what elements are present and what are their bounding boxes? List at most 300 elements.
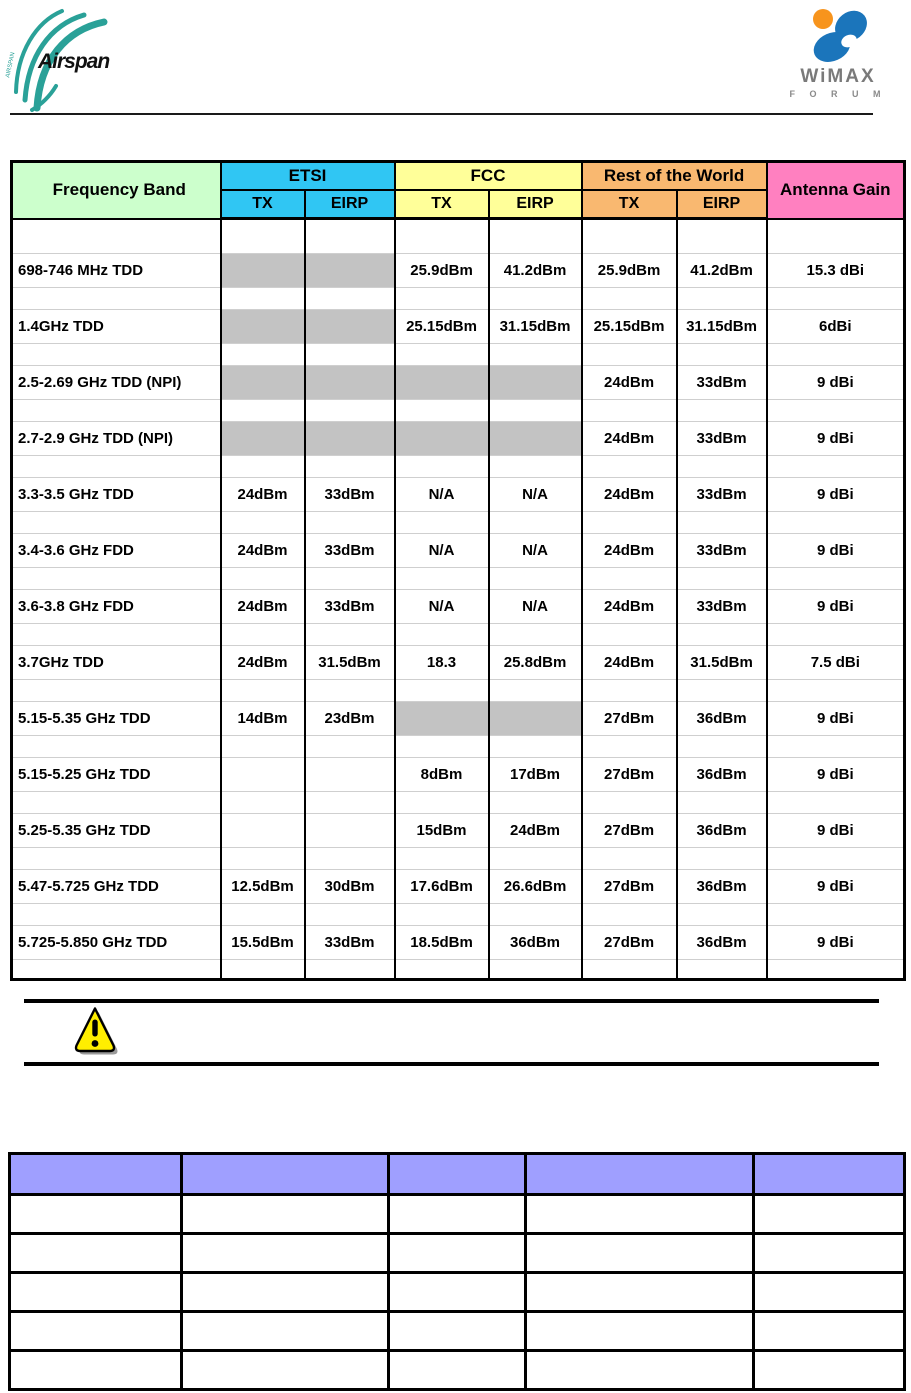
bottom-table-cell: [10, 1273, 182, 1312]
bottom-table-cell: [389, 1234, 526, 1273]
bottom-table-cell: [389, 1351, 526, 1390]
spacer-row: [12, 904, 905, 926]
header-divider: [10, 113, 873, 115]
antenna-gain-cell: 9 dBi: [767, 590, 905, 624]
power-value-cell: 41.2dBm: [677, 254, 767, 288]
spacer-cell: [305, 792, 395, 814]
bottom-table-cell: [10, 1234, 182, 1273]
spacer-cell: [489, 736, 582, 758]
power-value-cell: 27dBm: [582, 814, 677, 848]
bottom-table-cell: [182, 1234, 389, 1273]
bottom-table-cell: [754, 1351, 905, 1390]
not-applicable-gray-cell: [489, 422, 582, 456]
spacer-cell: [677, 512, 767, 534]
bottom-table-cell: [526, 1273, 754, 1312]
not-applicable-gray-cell: [305, 310, 395, 344]
power-value-cell: 27dBm: [582, 926, 677, 960]
spacer-cell: [489, 512, 582, 534]
power-value-cell: N/A: [395, 590, 489, 624]
band-name-cell: 5.15-5.35 GHz TDD: [12, 702, 221, 736]
spacer-cell: [489, 624, 582, 646]
spacer-cell: [305, 904, 395, 926]
spacer-cell: [582, 680, 677, 702]
power-value-cell: 24dBm: [582, 422, 677, 456]
spacer-cell: [582, 568, 677, 590]
airspan-logo-text: Airspan: [38, 50, 110, 73]
power-value-cell: 36dBm: [677, 926, 767, 960]
spacer-cell: [582, 344, 677, 366]
spacer-cell: [677, 848, 767, 870]
spacer-cell: [12, 624, 221, 646]
power-value-cell: 27dBm: [582, 758, 677, 792]
spacer-cell: [582, 219, 677, 254]
power-value-cell: 33dBm: [677, 422, 767, 456]
svg-text:AIRSPAN: AIRSPAN: [5, 51, 17, 79]
band-row: [12, 254, 905, 288]
antenna-gain-cell: 9 dBi: [767, 478, 905, 512]
fcc-tx-header: TX: [395, 190, 489, 219]
antenna-gain-cell: 15.3 dBi: [767, 254, 905, 288]
band-name-cell: 1.4GHz TDD: [12, 310, 221, 344]
not-applicable-gray-cell: [489, 366, 582, 400]
power-value-cell: 41.2dBm: [489, 254, 582, 288]
power-value-cell: 24dBm: [221, 590, 305, 624]
antenna-gain-header: Antenna Gain: [767, 162, 905, 219]
band-name-cell: 3.7GHz TDD: [12, 646, 221, 680]
bottom-table-cell: [526, 1312, 754, 1351]
wimax-logo-text: WiMAX: [800, 66, 876, 87]
row-eirp-header: EIRP: [677, 190, 767, 219]
spacer-cell: [767, 456, 905, 478]
power-value-cell: 33dBm: [305, 478, 395, 512]
spacer-cell: [12, 288, 221, 310]
spacer-row: [12, 568, 905, 590]
spacer-cell: [489, 219, 582, 254]
spacer-cell: [395, 960, 489, 980]
power-value-cell: 15.5dBm: [221, 926, 305, 960]
spacer-cell: [677, 456, 767, 478]
bottom-table-cell: [754, 1234, 905, 1273]
spacer-cell: [305, 456, 395, 478]
spacer-cell: [221, 960, 305, 980]
antenna-gain-cell: 9 dBi: [767, 926, 905, 960]
spacer-cell: [221, 680, 305, 702]
warning-triangle-icon: [72, 1004, 120, 1058]
spacer-cell: [677, 624, 767, 646]
bottom-table-cell: [389, 1273, 526, 1312]
bottom-table-cell: [526, 1351, 754, 1390]
spacer-cell: [395, 848, 489, 870]
spacer-row: [12, 400, 905, 422]
antenna-gain-cell: 9 dBi: [767, 422, 905, 456]
spacer-cell: [677, 960, 767, 980]
wimax-forum-text: F O R U M: [789, 89, 887, 99]
bottom-header-cell: [10, 1154, 182, 1195]
power-value-cell: 17dBm: [489, 758, 582, 792]
spacer-cell: [677, 400, 767, 422]
spacer-cell: [12, 219, 221, 254]
power-value-cell: 36dBm: [677, 814, 767, 848]
bottom-header-cell: [754, 1154, 905, 1195]
power-value-cell: N/A: [489, 478, 582, 512]
band-row: [12, 646, 905, 680]
spacer-cell: [677, 344, 767, 366]
spacer-cell: [221, 904, 305, 926]
power-value-cell: 33dBm: [305, 590, 395, 624]
spacer-cell: [767, 344, 905, 366]
spacer-cell: [12, 960, 221, 980]
bottom-table-cell: [389, 1312, 526, 1351]
spacer-row: [12, 624, 905, 646]
spacer-cell: [395, 400, 489, 422]
spacer-cell: [677, 568, 767, 590]
spacer-cell: [12, 904, 221, 926]
power-value-cell: 25.9dBm: [395, 254, 489, 288]
spacer-cell: [305, 288, 395, 310]
rest-of-world-group-header: Rest of the World: [582, 162, 767, 191]
spacer-row: [12, 848, 905, 870]
power-value-cell: [221, 814, 305, 848]
spacer-row: [12, 219, 905, 254]
spacer-cell: [489, 904, 582, 926]
spacer-cell: [582, 848, 677, 870]
bottom-header-cell: [526, 1154, 754, 1195]
spacer-cell: [12, 848, 221, 870]
spacer-cell: [395, 904, 489, 926]
spacer-cell: [677, 680, 767, 702]
power-value-cell: 27dBm: [582, 870, 677, 904]
bottom-table-cell: [10, 1351, 182, 1390]
antenna-gain-cell: 9 dBi: [767, 814, 905, 848]
spacer-cell: [221, 568, 305, 590]
band-name-cell: 3.4-3.6 GHz FDD: [12, 534, 221, 568]
power-value-cell: 24dBm: [221, 646, 305, 680]
bottom-table-row: [10, 1234, 905, 1273]
power-value-cell: 33dBm: [677, 590, 767, 624]
spacer-cell: [221, 736, 305, 758]
power-value-cell: 18.5dBm: [395, 926, 489, 960]
spacer-cell: [489, 960, 582, 980]
spacer-row: [12, 960, 905, 980]
bottom-table-row: [10, 1351, 905, 1390]
power-value-cell: 26.6dBm: [489, 870, 582, 904]
spacer-cell: [489, 680, 582, 702]
antenna-gain-cell: 9 dBi: [767, 870, 905, 904]
power-value-cell: N/A: [395, 534, 489, 568]
spacer-row: [12, 680, 905, 702]
band-name-cell: 698-746 MHz TDD: [12, 254, 221, 288]
spacer-cell: [767, 219, 905, 254]
spacer-cell: [677, 219, 767, 254]
spacer-cell: [767, 680, 905, 702]
spacer-cell: [395, 568, 489, 590]
power-value-cell: 31.5dBm: [305, 646, 395, 680]
spacer-cell: [305, 344, 395, 366]
spacer-cell: [582, 960, 677, 980]
spacer-row: [12, 792, 905, 814]
spacer-cell: [305, 848, 395, 870]
spacer-cell: [767, 904, 905, 926]
spacer-cell: [767, 736, 905, 758]
spacer-cell: [12, 568, 221, 590]
power-value-cell: 24dBm: [221, 478, 305, 512]
not-applicable-gray-cell: [305, 254, 395, 288]
bottom-table-row: [10, 1273, 905, 1312]
bottom-table-cell: [389, 1195, 526, 1234]
antenna-gain-cell: 9 dBi: [767, 534, 905, 568]
not-applicable-gray-cell: [221, 254, 305, 288]
not-applicable-gray-cell: [221, 310, 305, 344]
band-name-cell: 3.3-3.5 GHz TDD: [12, 478, 221, 512]
spacer-cell: [305, 736, 395, 758]
spacer-cell: [582, 456, 677, 478]
band-row: [12, 590, 905, 624]
power-value-cell: 25.15dBm: [395, 310, 489, 344]
band-row: [12, 478, 905, 512]
spacer-row: [12, 456, 905, 478]
power-value-cell: 33dBm: [305, 534, 395, 568]
spacer-row: [12, 288, 905, 310]
wimax-forum-logo: [788, 6, 888, 106]
band-name-cell: 3.6-3.8 GHz FDD: [12, 590, 221, 624]
spacer-cell: [221, 288, 305, 310]
etsi-eirp-header: EIRP: [305, 190, 395, 219]
power-value-cell: 31.15dBm: [489, 310, 582, 344]
spacer-cell: [677, 904, 767, 926]
spacer-cell: [767, 960, 905, 980]
spacer-cell: [395, 792, 489, 814]
power-value-cell: 31.15dBm: [677, 310, 767, 344]
spacer-cell: [395, 288, 489, 310]
spacer-cell: [395, 344, 489, 366]
spacer-cell: [767, 400, 905, 422]
bottom-table-cell: [182, 1312, 389, 1351]
power-value-cell: 27dBm: [582, 702, 677, 736]
not-applicable-gray-cell: [221, 366, 305, 400]
bottom-table-row: [10, 1312, 905, 1351]
power-value-cell: [221, 758, 305, 792]
power-value-cell: 23dBm: [305, 702, 395, 736]
power-value-cell: N/A: [489, 590, 582, 624]
spacer-cell: [221, 456, 305, 478]
spacer-cell: [305, 219, 395, 254]
spacer-cell: [221, 848, 305, 870]
power-value-cell: 14dBm: [221, 702, 305, 736]
spacer-cell: [489, 568, 582, 590]
spacer-cell: [12, 792, 221, 814]
spacer-cell: [582, 736, 677, 758]
power-value-cell: 36dBm: [677, 702, 767, 736]
bottom-table-cell: [182, 1195, 389, 1234]
spacer-cell: [489, 400, 582, 422]
power-value-cell: 24dBm: [221, 534, 305, 568]
bottom-table-cell: [754, 1195, 905, 1234]
band-name-cell: 5.25-5.35 GHz TDD: [12, 814, 221, 848]
power-value-cell: 12.5dBm: [221, 870, 305, 904]
wimax-logo-icon: [801, 6, 875, 64]
spacer-cell: [767, 288, 905, 310]
power-value-cell: 36dBm: [677, 758, 767, 792]
band-row: [12, 870, 905, 904]
power-value-cell: 8dBm: [395, 758, 489, 792]
not-applicable-gray-cell: [489, 702, 582, 736]
power-value-cell: 33dBm: [677, 534, 767, 568]
power-value-cell: 33dBm: [677, 366, 767, 400]
bottom-table: [8, 1152, 906, 1391]
bottom-table-body: [10, 1195, 905, 1390]
power-value-cell: [305, 758, 395, 792]
not-applicable-gray-cell: [221, 422, 305, 456]
bottom-table-cell: [182, 1273, 389, 1312]
band-name-cell: 2.5-2.69 GHz TDD (NPI): [12, 366, 221, 400]
spacer-cell: [221, 219, 305, 254]
spacer-cell: [305, 568, 395, 590]
power-value-cell: 36dBm: [677, 870, 767, 904]
not-applicable-gray-cell: [305, 366, 395, 400]
power-value-cell: 33dBm: [677, 478, 767, 512]
power-value-cell: 17.6dBm: [395, 870, 489, 904]
power-value-cell: 24dBm: [582, 646, 677, 680]
spacer-cell: [582, 288, 677, 310]
spacer-cell: [395, 624, 489, 646]
spacer-cell: [489, 848, 582, 870]
spacer-cell: [582, 400, 677, 422]
bottom-table-cell: [182, 1351, 389, 1390]
spacer-cell: [767, 792, 905, 814]
spacer-cell: [12, 400, 221, 422]
spacer-cell: [767, 624, 905, 646]
not-applicable-gray-cell: [395, 422, 489, 456]
band-name-cell: 5.47-5.725 GHz TDD: [12, 870, 221, 904]
spacer-cell: [305, 624, 395, 646]
power-value-cell: 25.15dBm: [582, 310, 677, 344]
power-value-cell: 24dBm: [582, 590, 677, 624]
power-value-cell: 30dBm: [305, 870, 395, 904]
spacer-cell: [767, 568, 905, 590]
power-value-cell: N/A: [489, 534, 582, 568]
warning-divider-top: [24, 999, 879, 1003]
spacer-cell: [582, 904, 677, 926]
power-value-cell: 15dBm: [395, 814, 489, 848]
spacer-cell: [489, 792, 582, 814]
spacer-cell: [395, 512, 489, 534]
not-applicable-gray-cell: [395, 366, 489, 400]
antenna-gain-cell: 9 dBi: [767, 758, 905, 792]
frequency-band-header: Frequency Band: [12, 162, 221, 219]
spacer-cell: [677, 288, 767, 310]
power-value-cell: 25.8dBm: [489, 646, 582, 680]
spacer-cell: [305, 512, 395, 534]
bottom-table-cell: [526, 1195, 754, 1234]
antenna-gain-cell: 9 dBi: [767, 366, 905, 400]
spacer-cell: [582, 512, 677, 534]
band-row: [12, 814, 905, 848]
etsi-tx-header: TX: [221, 190, 305, 219]
fcc-group-header: FCC: [395, 162, 582, 191]
spacer-cell: [305, 400, 395, 422]
etsi-group-header: ETSI: [221, 162, 395, 191]
band-row: [12, 926, 905, 960]
power-value-cell: [305, 814, 395, 848]
bottom-table-header-row: [10, 1154, 905, 1195]
not-applicable-gray-cell: [305, 422, 395, 456]
power-value-cell: 33dBm: [305, 926, 395, 960]
power-value-cell: 24dBm: [582, 366, 677, 400]
band-row: [12, 310, 905, 344]
spacer-cell: [221, 344, 305, 366]
regulatory-power-table: [10, 160, 906, 981]
bottom-table-cell: [754, 1273, 905, 1312]
spacer-cell: [221, 400, 305, 422]
power-value-cell: 31.5dBm: [677, 646, 767, 680]
spacer-cell: [489, 288, 582, 310]
band-row: [12, 422, 905, 456]
spacer-cell: [395, 219, 489, 254]
power-value-cell: 24dBm: [582, 534, 677, 568]
spacer-cell: [767, 848, 905, 870]
spacer-cell: [395, 456, 489, 478]
band-row: [12, 366, 905, 400]
warning-divider-bottom: [24, 1062, 879, 1066]
spacer-row: [12, 512, 905, 534]
fcc-eirp-header: EIRP: [489, 190, 582, 219]
spacer-cell: [221, 512, 305, 534]
row-tx-header: TX: [582, 190, 677, 219]
spacer-cell: [305, 960, 395, 980]
spacer-cell: [221, 624, 305, 646]
band-name-cell: 5.725-5.850 GHz TDD: [12, 926, 221, 960]
band-name-cell: 2.7-2.9 GHz TDD (NPI): [12, 422, 221, 456]
spacer-cell: [767, 512, 905, 534]
bottom-header-cell: [389, 1154, 526, 1195]
spacer-cell: [12, 736, 221, 758]
band-row: [12, 534, 905, 568]
power-value-cell: 36dBm: [489, 926, 582, 960]
bottom-table-cell: [754, 1312, 905, 1351]
band-name-cell: 5.15-5.25 GHz TDD: [12, 758, 221, 792]
spacer-cell: [582, 792, 677, 814]
bottom-table-cell: [10, 1312, 182, 1351]
band-row: [12, 758, 905, 792]
spacer-cell: [221, 792, 305, 814]
power-value-cell: 24dBm: [582, 478, 677, 512]
bottom-table-cell: [526, 1234, 754, 1273]
spacer-cell: [12, 680, 221, 702]
spacer-row: [12, 736, 905, 758]
power-value-cell: 24dBm: [489, 814, 582, 848]
spacer-cell: [677, 736, 767, 758]
band-row: [12, 702, 905, 736]
spacer-cell: [677, 792, 767, 814]
spacer-cell: [582, 624, 677, 646]
power-value-cell: 25.9dBm: [582, 254, 677, 288]
power-table-body: [12, 219, 905, 980]
spacer-cell: [489, 344, 582, 366]
spacer-cell: [305, 680, 395, 702]
spacer-cell: [12, 512, 221, 534]
power-value-cell: N/A: [395, 478, 489, 512]
spacer-cell: [12, 456, 221, 478]
spacer-cell: [12, 344, 221, 366]
bottom-table-cell: [10, 1195, 182, 1234]
spacer-cell: [395, 680, 489, 702]
spacer-cell: [489, 456, 582, 478]
antenna-gain-cell: 6dBi: [767, 310, 905, 344]
antenna-gain-cell: 7.5 dBi: [767, 646, 905, 680]
not-applicable-gray-cell: [395, 702, 489, 736]
antenna-gain-cell: 9 dBi: [767, 702, 905, 736]
spacer-row: [12, 344, 905, 366]
